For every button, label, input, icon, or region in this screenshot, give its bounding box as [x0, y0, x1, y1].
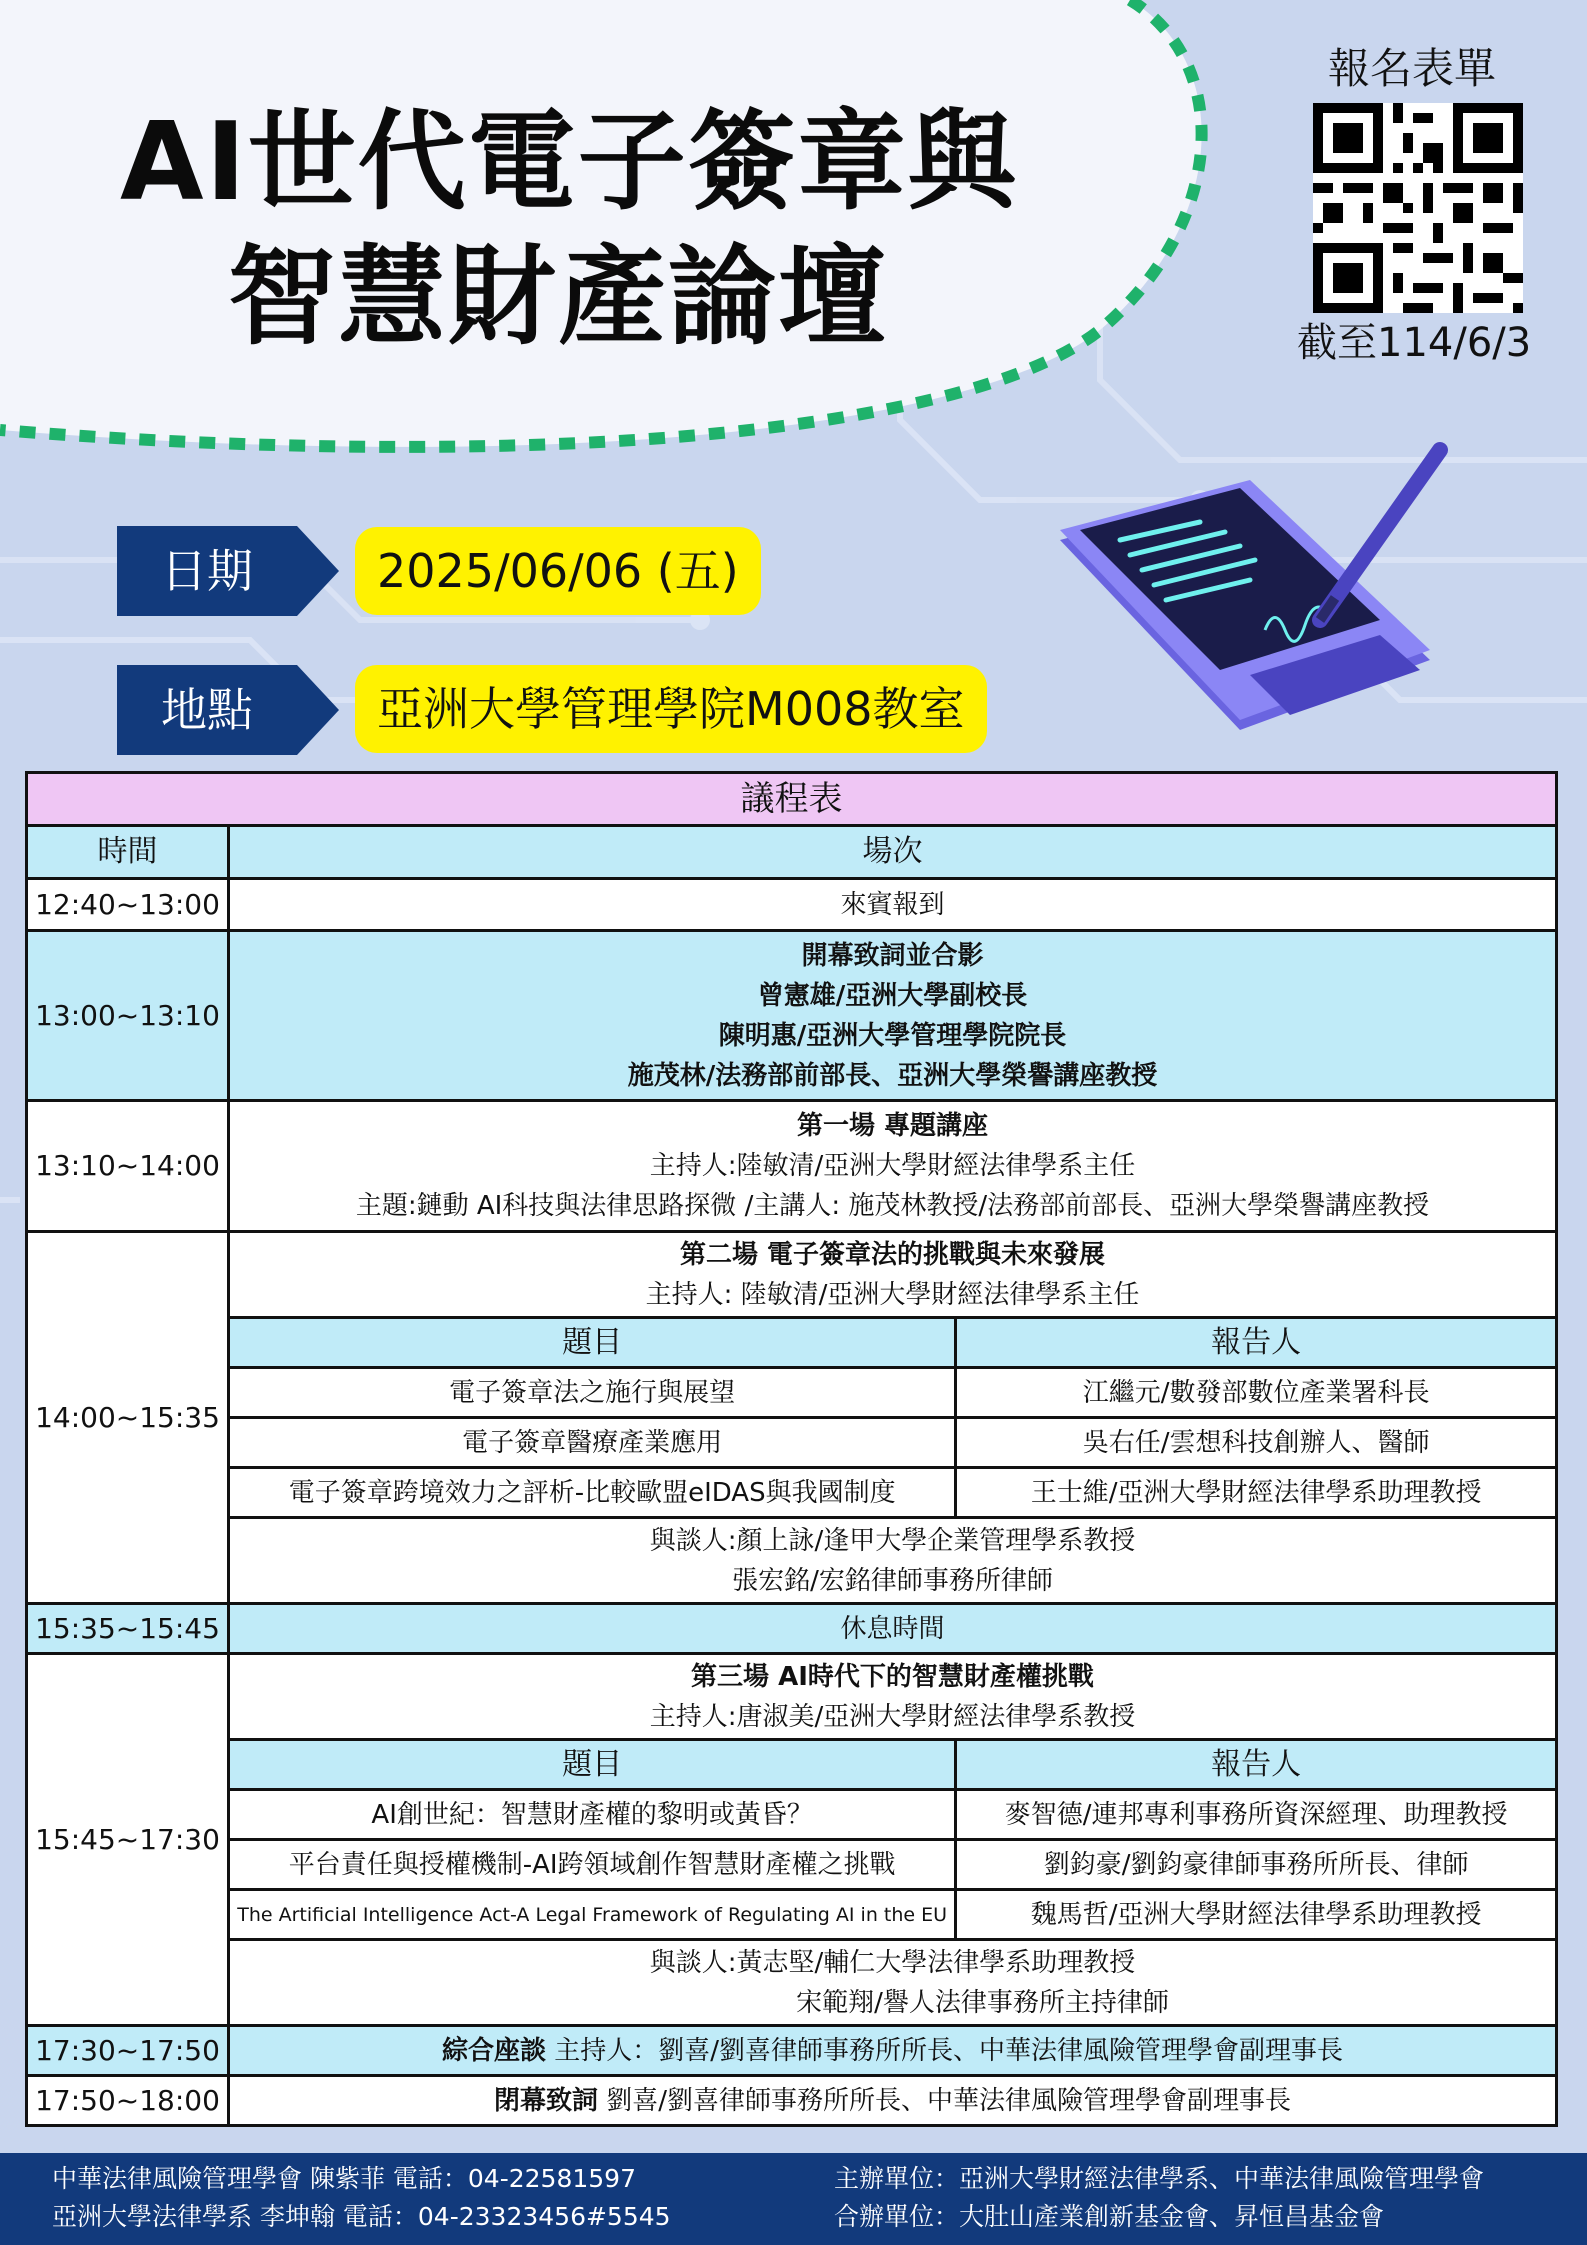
col-header-time: 時間 — [27, 826, 229, 879]
talk-topic: The Artificial Intelligence Act-A Legal Framework of Regulating AI in the EU — [228, 1890, 955, 1940]
footer — [0, 2153, 1587, 2245]
talk-speaker: 吳右任/雲想科技創辦人、醫師 — [956, 1418, 1557, 1468]
footer-coorganizer: 合辦單位：大肚山產業創新基金會、昇恒昌基金會 — [834, 2202, 1385, 2231]
agenda-title: 議程表 — [27, 773, 1557, 826]
opening-cell — [228, 931, 1556, 1101]
time-cell: 13:00~13:10 — [27, 931, 229, 1101]
col-header-speaker: 報告人 — [956, 1318, 1557, 1368]
session2-host: 主持人: 陸敏清/亞洲大學財經法律學系主任 — [645, 1279, 1140, 1310]
time-cell: 12:40~13:00 — [27, 879, 229, 931]
title-line-1: AI世代電子簽章與 — [120, 100, 1018, 225]
opening-line: 曾憲雄/亞洲大學副校長 — [757, 980, 1028, 1011]
talk-topic: 平台責任與授權機制-AI跨領域創作智慧財產權之挑戰 — [228, 1840, 955, 1890]
col-header-session: 場次 — [228, 826, 1556, 879]
session3-header-cell — [228, 1654, 1556, 1740]
closing-label: 閉幕致詞 — [493, 2085, 598, 2116]
talk-topic: 電子簽章法之施行與展望 — [228, 1368, 955, 1418]
session3-title: 第三場 AI時代下的智慧財產權挑戰 — [691, 1661, 1094, 1692]
time-cell: 14:00~15:35 — [27, 1232, 229, 1604]
venue-label: 地點 — [161, 683, 253, 737]
panelist: 與談人:黃志堅/輔仁大學法律學系助理教授 — [649, 1947, 1136, 1978]
talk-speaker: 劉鈞豪/劉鈞豪律師事務所所長、律師 — [956, 1840, 1557, 1890]
registration-cell: 來賓報到 — [228, 879, 1556, 931]
date-value: 2025/06/06 (五) — [355, 527, 761, 615]
talk-topic: 電子簽章跨境效力之評析-比較歐盟eIDAS與我國制度 — [228, 1468, 955, 1518]
time-cell: 15:45~17:30 — [27, 1654, 229, 2026]
footer-organizer: 主辦單位：亞洲大學財經法律學系、中華法律風險管理學會 — [834, 2164, 1485, 2193]
session2-header-cell — [228, 1232, 1556, 1318]
time-cell: 13:10~14:00 — [27, 1101, 229, 1232]
title-line-2: 智慧財產論壇 — [228, 235, 889, 360]
roundtable-cell — [228, 2026, 1556, 2076]
panelist: 宋範翔/譽人法律事務所主持律師 — [796, 1987, 1169, 2018]
talk-topic: AI創世紀：智慧財產權的黎明或黃昏？ — [228, 1790, 955, 1840]
closing-cell — [228, 2076, 1556, 2126]
registration-qr-code[interactable] — [1313, 103, 1523, 313]
registration-deadline: 截至114/6/3 — [1297, 320, 1532, 366]
session1-topic: 主題:鏈動 AI科技與法律思路探微 /主講人: 施茂林教授/法務部前部長、亞洲大學榮譽講座教授 — [355, 1191, 1430, 1221]
talk-speaker: 江繼元/數發部數位產業署科長 — [956, 1368, 1557, 1418]
talk-speaker: 麥智德/連邦專利事務所資深經理、助理教授 — [956, 1790, 1557, 1840]
footer-contact-2: 亞洲大學法律學系 李坤翰 電話：04-23323456#5545 — [52, 2202, 671, 2231]
agenda-table — [25, 771, 1558, 2127]
footer-contact-1: 中華法律風險管理學會 陳紫菲 電話：04-22581597 — [52, 2164, 636, 2193]
e-signature-tablet-icon — [1050, 430, 1450, 750]
venue-tag — [117, 665, 339, 755]
date-label: 日期 — [161, 544, 253, 598]
talk-speaker: 魏馬哲/亞洲大學財經法律學系助理教授 — [956, 1890, 1557, 1940]
panelist: 與談人:顏上詠/逢甲大學企業管理學系教授 — [649, 1525, 1136, 1556]
time-cell: 15:35~15:45 — [27, 1604, 229, 1654]
time-cell: 17:30~17:50 — [27, 2026, 229, 2076]
roundtable-text: 主持人：劉喜/劉喜律師事務所所長、中華法律風險管理學會副理事長 — [545, 2035, 1343, 2066]
page-title — [120, 95, 1018, 365]
break-cell: 休息時間 — [228, 1604, 1556, 1654]
roundtable-label: 綜合座談 — [441, 2035, 546, 2066]
opening-line: 開幕致詞並合影 — [801, 940, 984, 971]
venue-value: 亞洲大學管理學院M008教室 — [355, 665, 987, 753]
talk-speaker: 王士維/亞洲大學財經法律學系助理教授 — [956, 1468, 1557, 1518]
registration-form-label: 報名表單 — [1328, 44, 1497, 93]
date-tag — [117, 526, 339, 616]
session2-title: 第二場 電子簽章法的挑戰與未來發展 — [679, 1239, 1106, 1270]
session3-panel-cell — [228, 1940, 1556, 2026]
talk-topic: 電子簽章醫療產業應用 — [228, 1418, 955, 1468]
session1-cell — [228, 1101, 1556, 1232]
col-header-speaker: 報告人 — [956, 1740, 1557, 1790]
opening-line: 施茂林/法務部前部長、亞洲大學榮譽講座教授 — [627, 1060, 1158, 1091]
session1-title: 第一場 專題講座 — [796, 1111, 989, 1141]
panelist: 張宏銘/宏銘律師事務所律師 — [732, 1565, 1053, 1596]
col-header-topic: 題目 — [228, 1318, 955, 1368]
session3-host: 主持人:唐淑美/亞洲大學財經法律學系教授 — [649, 1701, 1136, 1732]
closing-text: 劉喜/劉喜律師事務所所長、中華法律風險管理學會副理事長 — [597, 2085, 1291, 2116]
opening-line: 陳明惠/亞洲大學管理學院院長 — [718, 1020, 1067, 1051]
session1-host: 主持人:陸敏清/亞洲大學財經法律學系主任 — [649, 1151, 1136, 1181]
time-cell: 17:50~18:00 — [27, 2076, 229, 2126]
session2-panel-cell — [228, 1518, 1556, 1604]
col-header-topic: 題目 — [228, 1740, 955, 1790]
